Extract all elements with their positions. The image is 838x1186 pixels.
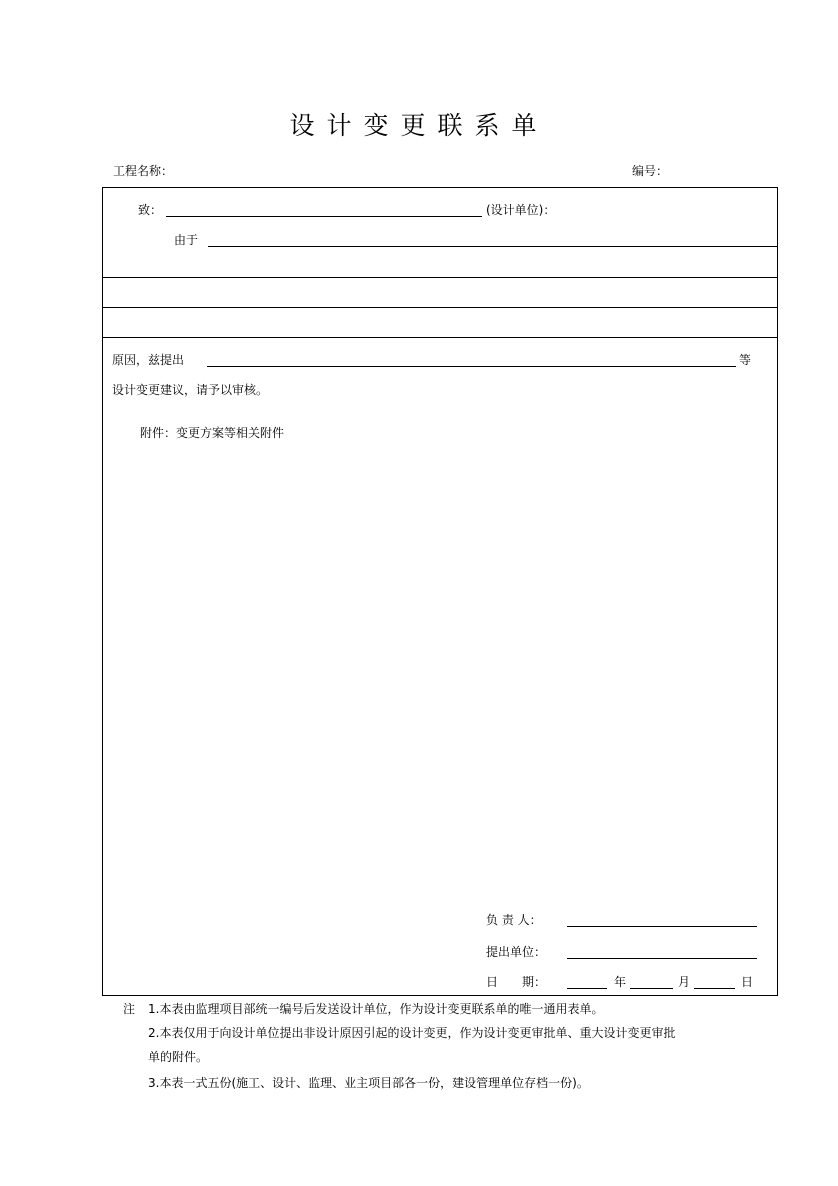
row-divider [102,277,778,278]
request-text: 设计变更建议，请予以审核。 [112,383,269,397]
submitting-unit-field[interactable] [567,958,757,959]
day-label: 日 [741,975,754,989]
submitting-unit-label: 提出单位： [486,945,547,959]
due-to-label: 由于 [174,233,199,247]
day-field[interactable] [694,988,735,989]
attachment-text: 附件：变更方案等相关附件 [140,426,285,440]
number-label: 编号： [632,164,669,178]
cause-field[interactable] [208,246,778,247]
proposal-field[interactable] [207,366,736,367]
project-name-label: 工程名称： [113,164,174,178]
etc-label: 等 [739,353,752,367]
responsible-label: 负 责 人： [486,913,542,927]
month-label: 月 [678,975,691,989]
note-2-line-1: 2.本表仅用于向设计单位提出非设计原因引起的设计变更，作为设计变更审批单、重大设计变更审批 [148,1026,676,1040]
reason-label: 原因，兹提出 [112,353,185,367]
responsible-field[interactable] [567,926,757,927]
month-field[interactable] [630,988,673,989]
design-unit-suffix: (设计单位)： [486,203,556,217]
form-title: 设计变更联系单 [289,111,549,140]
notes-prefix: 注 [123,1002,136,1016]
note-3: 3.本表一式五份(施工、设计、监理、业主项目部各一份，建设管理单位存档一份)。 [148,1076,589,1090]
to-label: 致： [138,203,163,217]
recipient-field[interactable] [166,216,482,217]
year-label: 年 [614,975,627,989]
row-divider [102,307,778,308]
form-box [102,187,778,996]
year-field[interactable] [567,988,607,989]
note-1: 1.本表由监理项目部统一编号后发送设计单位，作为设计变更联系单的唯一通用表单。 [148,1002,604,1016]
date-label: 日 期： [486,975,547,989]
note-2-line-2: 单的附件。 [148,1050,209,1064]
row-divider [102,337,778,338]
